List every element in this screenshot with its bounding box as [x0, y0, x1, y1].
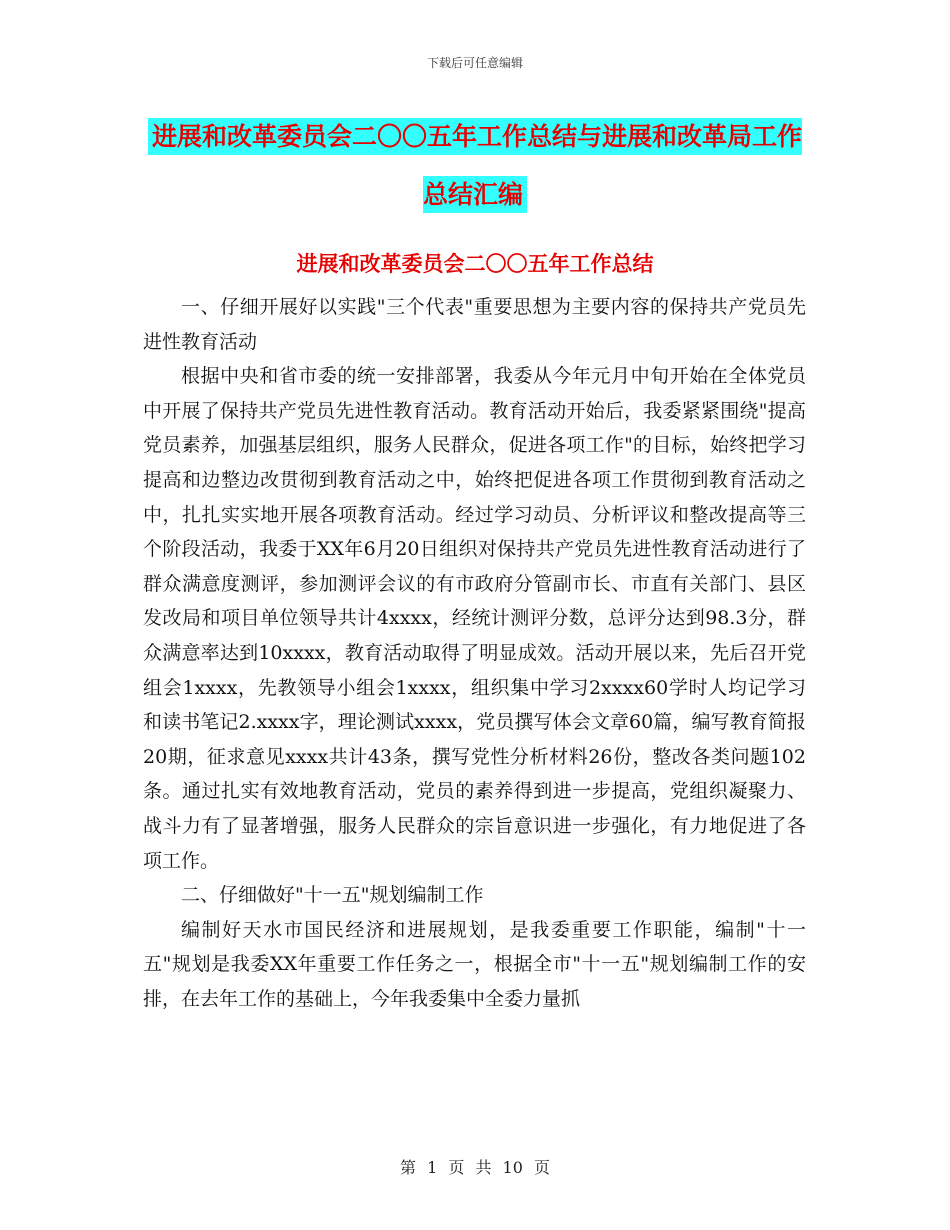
section-subtitle: 进展和改革委员会二〇〇五年工作总结 [296, 252, 654, 276]
document-title [140, 108, 810, 224]
title-text: 进展和改革委员会二〇〇五年工作总结与进展和改革局工作总结汇编 [148, 118, 802, 213]
paragraph: 根据中央和省市委的统一安排部署，我委从今年元月中旬开始在全体党员中开展了保持共产党员先进性教育活动。教育活动开始后，我委紧紧围绕"提高党员素养，加强基层组织，服务人民群众，促进各项工作"的目标，始终把学习提高和边整边改贯彻到教育活动之中，始终把促进各项工作贯彻到教育活动之中，扎扎实实地开展各项教育活动。经过学习动员、分析评议和整改提高等三个阶段活动，我委于XX年6月20日组织对保持共产党员先进性教育活动进行了群众满意度测评，参加测评会议的有市政府分管副市长、市直有关部门、县区发改局和项目单位领导共计4xxxx，经统计测评分数，总评分达到98.3分，群众满意率达到10xxxx，教育活动取得了明显成效。活动开展以来，先后召开党组会1xxxx，先教领导小组会1xxxx，组织集中学习2xxxx60学时人均记学习和读书笔记2.xxxx字，理论测试xxxx，党员撰写体会文章60篇，编写教育简报20期，征求意见xxxx共计43条，撰写党性分析材料26份，整改各类问题102条。通过扎实有效地教育活动，党员的素养得到进一步提高，党组织凝聚力、战斗力有了显著增强，服务人民群众的宗旨意识进一步强化，有力地促进了各项工作。 [143, 365, 806, 872]
page-footer: 第 1 页 共 10 页 [400, 1158, 550, 1177]
header-note: 下载后可任意编辑 [426, 56, 523, 70]
paragraph: 一、仔细开展好以实践"三个代表"重要思想为主要内容的保持共产党员先进性教育活动 [143, 296, 806, 353]
paragraph: 编制好天水市国民经济和进展规划，是我委重要工作职能，编制"十一五"规划是我委XX年重要工作任务之一，根据全市"十一五"规划编制工作的安排，在去年工作的基础上，今年我委集中全委力量抓 [143, 918, 806, 1010]
document-body [143, 290, 806, 1016]
paragraph: 二、仔细做好"十一五"规划编制工作 [181, 884, 484, 907]
